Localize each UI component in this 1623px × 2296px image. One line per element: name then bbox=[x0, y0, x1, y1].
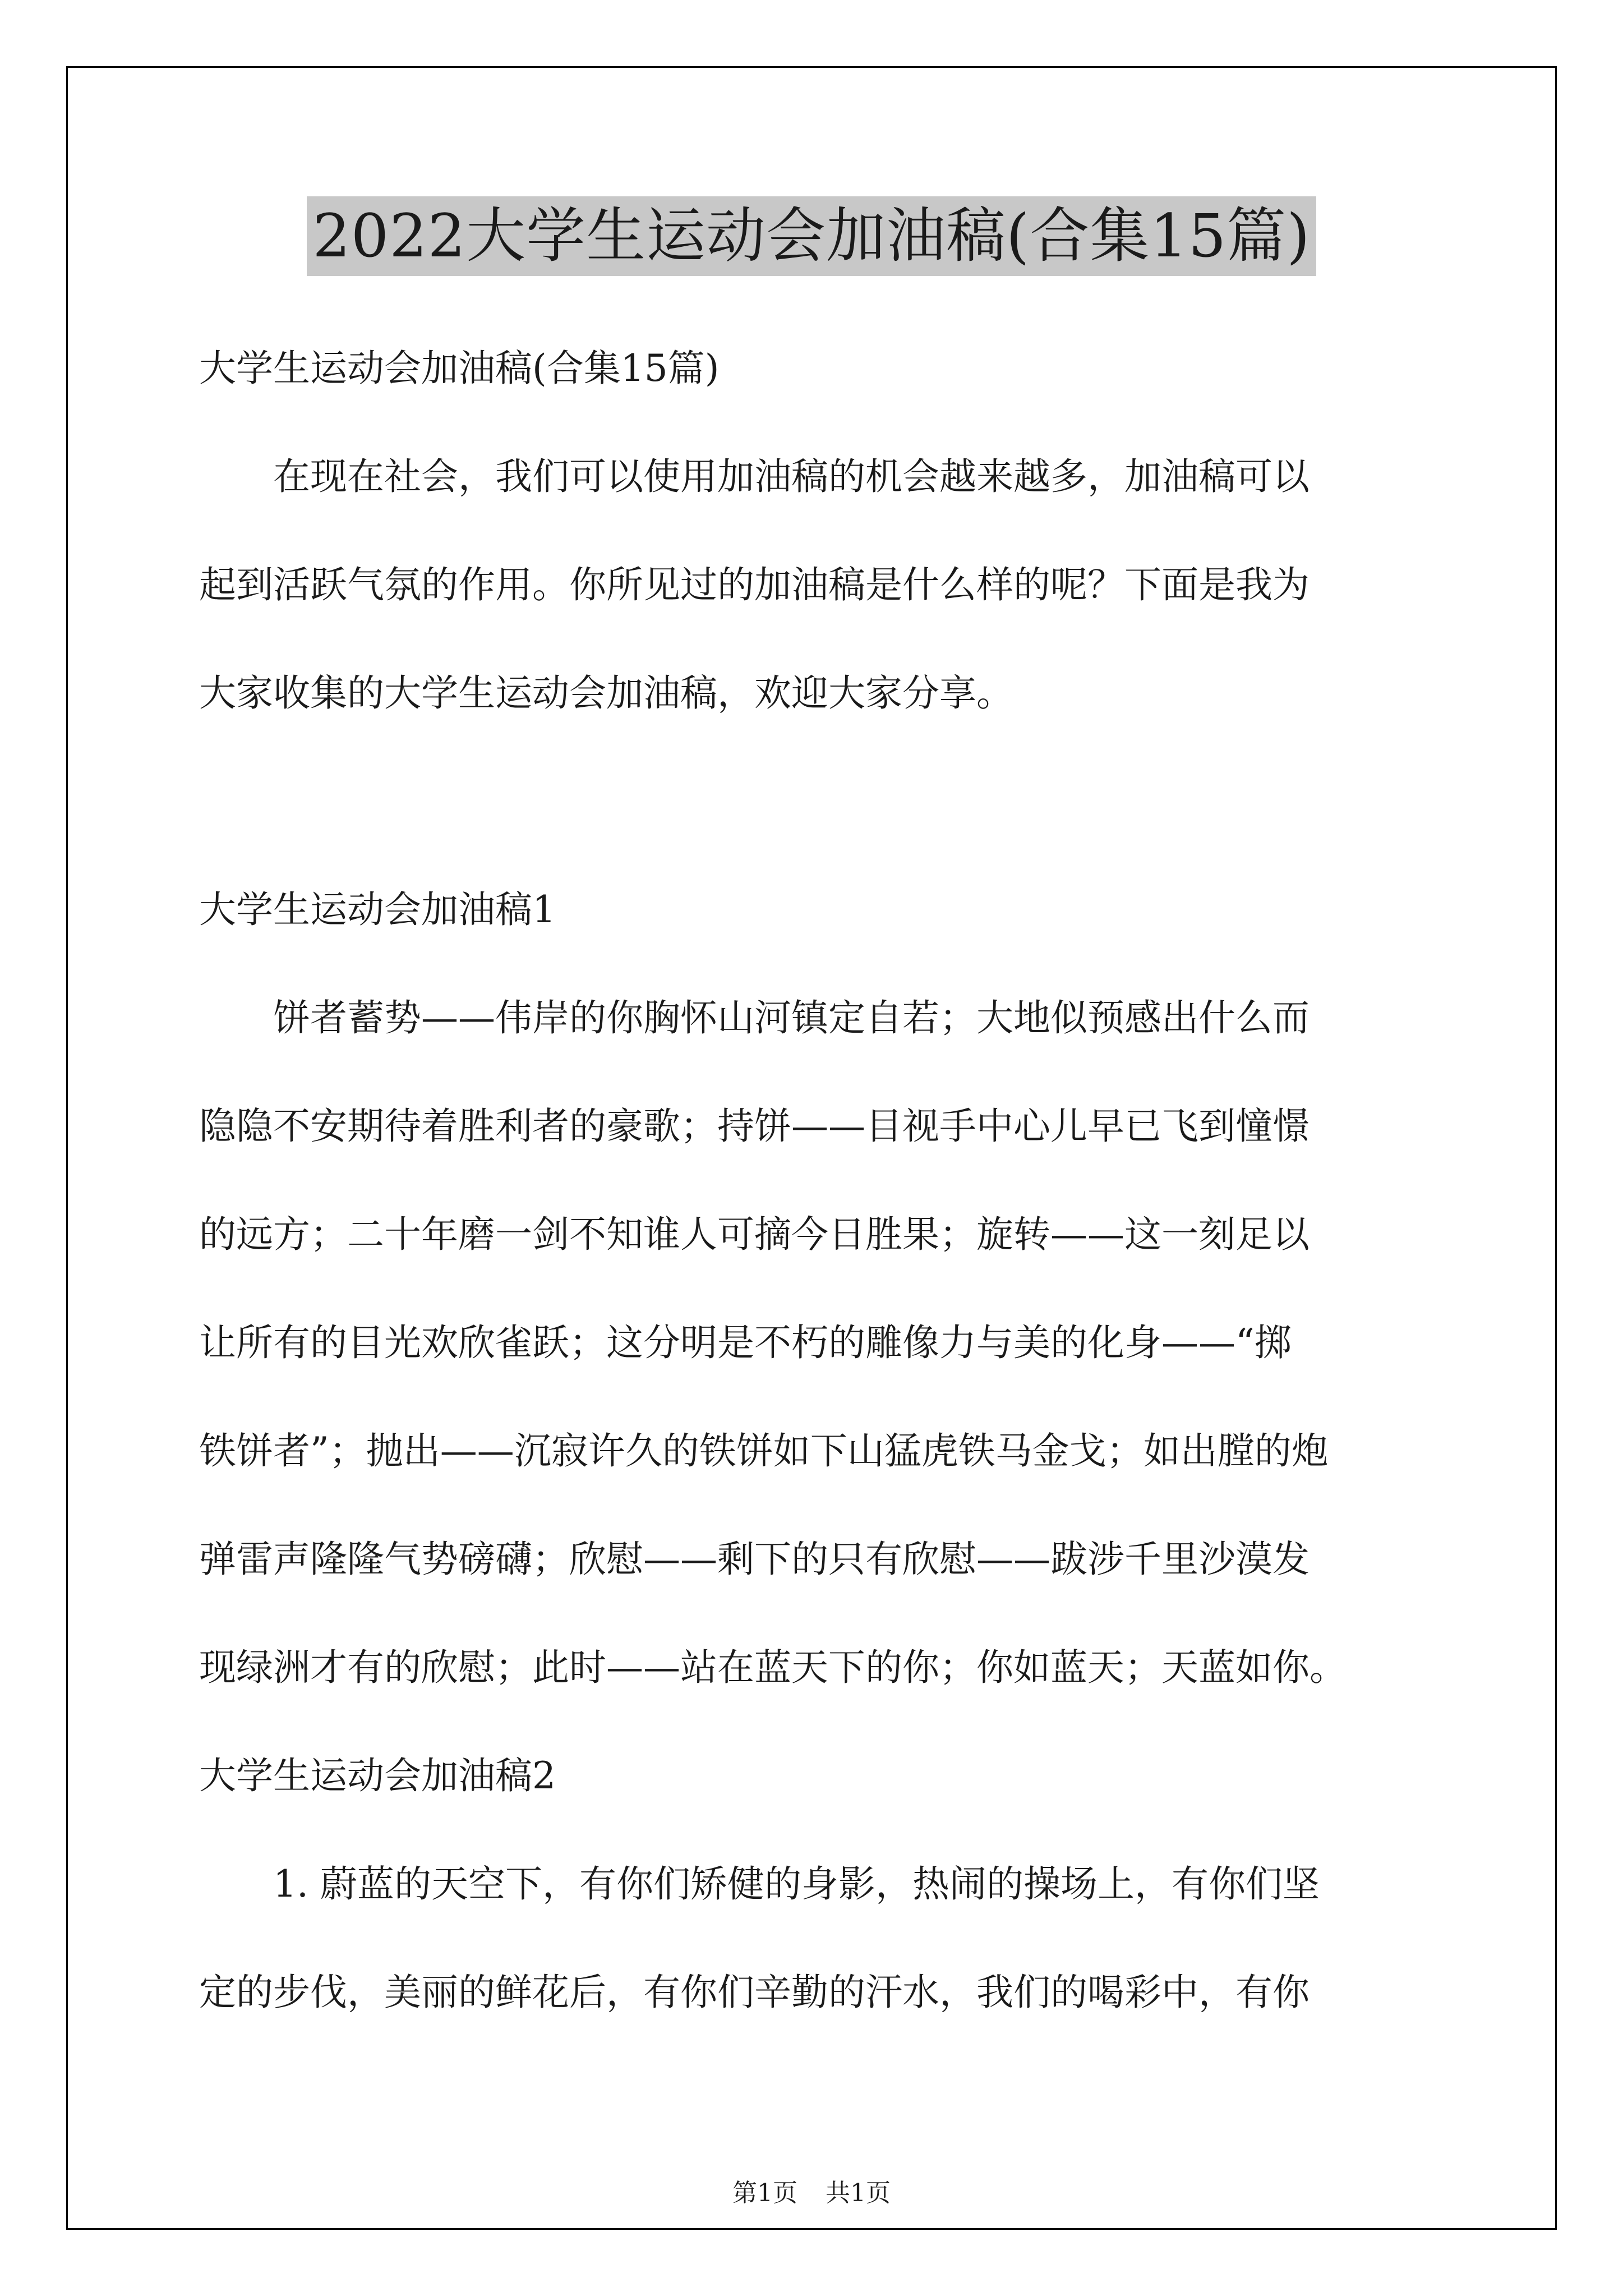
section-heading: 大学生运动会加油稿1 bbox=[199, 888, 556, 931]
page-footer bbox=[0, 2177, 1623, 2210]
section-heading: 大学生运动会加油稿2 bbox=[199, 1754, 556, 1797]
subtitle: 大学生运动会加油稿(合集15篇) bbox=[199, 347, 720, 390]
paragraph-line: 铁饼者”；抛出——沉寂许久的铁饼如下山猛虎铁马金戈；如出膛的炮 bbox=[199, 1429, 1329, 1473]
paragraph-line: 隐隐不安期待着胜利者的豪歌；持饼——目视手中心儿早已飞到憧憬 bbox=[199, 1105, 1310, 1148]
blank-line bbox=[199, 747, 1444, 855]
document-title: 2022大学生运动会加油稿(合集15篇) bbox=[307, 196, 1316, 276]
paragraph-line: 让所有的目光欢欣雀跃；这分明是不朽的雕像力与美的化身——“掷 bbox=[199, 1321, 1292, 1364]
paragraph-line: 弹雷声隆隆气势磅礴；欣慰——剩下的只有欣慰——跋涉千里沙漠发 bbox=[199, 1538, 1310, 1581]
total-pages: 共1页 bbox=[826, 2179, 891, 2207]
paragraph-line: 1. 蔚蓝的天空下，有你们矫健的身影，热闹的操场上，有你们坚 bbox=[273, 1862, 1320, 1906]
title-container bbox=[0, 196, 1623, 276]
intro-line: 大家收集的大学生运动会加油稿，欢迎大家分享。 bbox=[199, 671, 1013, 715]
paragraph-line: 现绿洲才有的欣慰；此时——站在蓝天下的你；你如蓝天；天蓝如你。 bbox=[199, 1646, 1347, 1689]
document-body bbox=[199, 314, 1444, 2046]
intro-line: 起到活跃气氛的作用。你所见过的加油稿是什么样的呢？下面是我为 bbox=[199, 563, 1310, 606]
page-number: 第1页 bbox=[732, 2179, 797, 2207]
paragraph-line: 饼者蓄势——伟岸的你胸怀山河镇定自若；大地似预感出什么而 bbox=[273, 996, 1310, 1039]
paragraph-line: 的远方；二十年磨一剑不知谁人可摘今日胜果；旋转——这一刻足以 bbox=[199, 1213, 1310, 1256]
intro-line: 在现在社会，我们可以使用加油稿的机会越来越多，加油稿可以 bbox=[273, 455, 1310, 498]
paragraph-line: 定的步伐，美丽的鲜花后，有你们辛勤的汗水，我们的喝彩中，有你 bbox=[199, 1971, 1310, 2014]
